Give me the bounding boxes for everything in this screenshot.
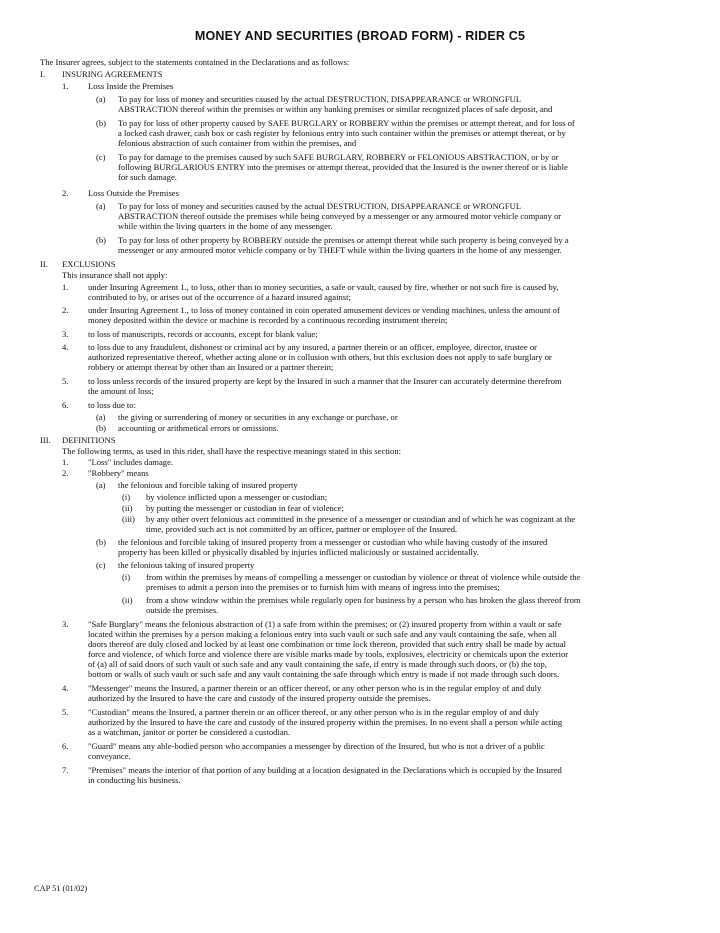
text-line: conveyance. — [88, 751, 131, 761]
item-number: 1. — [62, 282, 69, 292]
text-line: doors thereof are duly closed and locked by at least one combination or time lock thereon, provided that such entry shall be made by actual — [88, 639, 566, 649]
item-label: (b) — [96, 423, 107, 433]
item-heading: Loss Outside the Premises — [88, 188, 179, 198]
text-line: the felonious taking of insured property — [118, 560, 255, 570]
text-line: in conducting his business. — [88, 775, 181, 785]
text-line: "Safe Burglary" means the felonious abstraction of (1) a safe from within the premises; or (2) insured property from within a vault or safe — [88, 619, 562, 629]
text-line: money deposited within the device or machine is recorded by a continuous recording instrument therein; — [88, 315, 448, 325]
item-label: (b) — [96, 118, 107, 128]
item-number: 3. — [62, 619, 69, 629]
section-number: III. — [40, 435, 51, 445]
text-line: "Guard" means any able-bodied person who accompanies a messenger by direction of the Insured, but who is not a driver of a public — [88, 741, 545, 751]
item-label: (b) — [96, 235, 107, 245]
section-number: II. — [40, 259, 48, 269]
item-label: (ii) — [122, 503, 133, 513]
text-line: To pay for damage to the premises caused by such SAFE BURGLARY, ROBBERY or FELONIOUS ABSTRACTION, or by or — [118, 152, 559, 162]
text-line: the amount of loss; — [88, 386, 154, 396]
text-line: following BURGLARIOUS ENTRY into the premises or attempt thereat, provided that the Insured is the owner thereof or is liable — [118, 162, 568, 172]
text-line: by violence inflicted upon a messenger or custodian; — [146, 492, 328, 502]
text-line: to loss due to: — [88, 400, 136, 410]
text-line: from within the premises by means of compelling a messenger or custodian by violence or threat of violence while outside the — [146, 572, 581, 582]
text-line: robbery or attempt thereat by other than an Insured or a partner therein; — [88, 362, 334, 372]
section-heading: DEFINITIONS — [62, 435, 116, 445]
item-label: (b) — [96, 537, 107, 547]
item-number: 7. — [62, 765, 69, 775]
item-label: (i) — [122, 492, 131, 502]
text-line: To pay for loss of money and securities caused by the actual DESTRUCTION, DISAPPEARANCE or WRONGFUL — [118, 201, 522, 211]
text-line: under Insuring Agreement 1., to loss of money contained in coin operated amusement devices or vending machines, unless the amount of — [88, 305, 560, 315]
item-label: (iii) — [122, 514, 135, 524]
text-line: bottom or walls of such vault or such safe and any vault containing the safe through which entry is made if not made through such doors. — [88, 669, 560, 679]
section-heading: EXCLUSIONS — [62, 259, 116, 269]
item-label: (a) — [96, 201, 106, 211]
text-line: as a watchman, janitor or porter be considered a custodian. — [88, 727, 291, 737]
text-line: to loss unless records of the insured property are kept by the Insured in such a manner that the Insurer can accurately determine therefrom — [88, 376, 562, 386]
text-line: of (a) all of said doors of such vault or such safe and any vault containing the safe, if entry is made through such doors, or (b) the top, — [88, 659, 547, 669]
text-line: authorized by the Insured to have the care and custody of the insured property within the premises. In no event shall a person while acting — [88, 717, 563, 727]
text-line: for such damage. — [118, 172, 177, 182]
text-line: "Robbery" means — [88, 468, 149, 478]
form-code: CAP 51 (01/02) — [34, 884, 88, 893]
item-number: 2. — [62, 188, 69, 198]
item-label: (a) — [96, 412, 106, 422]
item-label: (a) — [96, 94, 106, 104]
text-line: felonious abstraction of such container from within the premises, and — [118, 138, 357, 148]
section-lead: This insurance shall not apply: — [62, 270, 168, 280]
document-title: MONEY AND SECURITIES (BROAD FORM) - RIDER C5 — [194, 29, 526, 43]
text-line: messenger or any armoured motor vehicle company or by THEFT while within the living quarters in the home of any messenger. — [118, 245, 562, 255]
text-line: outside the premises. — [146, 605, 219, 615]
text-line: property has been killed or physically disabled by injuries inflicted maliciously or sustained accidentally. — [118, 547, 479, 557]
item-number: 5. — [62, 707, 69, 717]
item-number: 1. — [62, 81, 69, 91]
text-line: ABSTRACTION thereof outside the premises while being conveyed by a messenger or any armoured motor vehicle company or — [118, 211, 562, 221]
text-line: from a show window within the premises while regularly open for business by a person who has broken the glass thereof from — [146, 595, 581, 605]
item-number: 1. — [62, 457, 69, 467]
item-number: 3. — [62, 329, 69, 339]
item-number: 4. — [62, 683, 69, 693]
text-line: ABSTRACTION thereof within the premises or within any banking premises or similar recognized places of safe deposit, and — [118, 104, 553, 114]
item-label: (c) — [96, 152, 106, 162]
item-number: 5. — [62, 376, 69, 386]
section-heading: INSURING AGREEMENTS — [62, 69, 163, 79]
text-line: by putting the messenger or custodian in fear of violence; — [146, 503, 344, 513]
text-line: located within the premises by a person making a felonious entry into such vault or such safe and any vault containing the safe, when all — [88, 629, 557, 639]
text-line: by any other overt felonious act committed in the presence of a messenger or custodian and of which he was cognizant at the — [146, 514, 576, 524]
item-label: (i) — [122, 572, 131, 582]
item-label: (ii) — [122, 595, 133, 605]
item-number: 2. — [62, 305, 69, 315]
text-line: To pay for loss of other property caused by SAFE BURGLARY or ROBBERY within the premises or attempt thereat, and for loss of — [118, 118, 575, 128]
text-line: under Insuring Agreement 1., to loss, other than to money securities, a safe or vault, caused by fire, whether or not such fire is caused by, — [88, 282, 559, 292]
text-line: a locked cash drawer, cash box or cash register by felonious entry into such container within the premises or attempt thereat, or by — [118, 128, 566, 138]
intro-text: The Insurer agrees, subject to the statements contained in the Declarations and as follows: — [40, 57, 350, 67]
text-line: premises to admit a person into the premises or to furnish him with means of ingress into the premises; — [146, 582, 500, 592]
item-number: 6. — [62, 741, 69, 751]
text-line: the felonious and forcible taking of insured property — [118, 480, 298, 490]
item-heading: Loss Inside the Premises — [88, 81, 174, 91]
text-line: time, provided such act is not committed by an officer, partner or employee of the Insured. — [146, 524, 458, 534]
text-line: "Custodian" means the Insured, a partner therein or an officer thereof, or any other person who is in the regular employ of and duly — [88, 707, 539, 717]
text-line: while within the living quarters in the home of any messenger. — [118, 221, 333, 231]
item-label: (c) — [96, 560, 106, 570]
item-number: 6. — [62, 400, 69, 410]
text-line: "Messenger" means the Insured, a partner therein or an officer thereof, or any other person who is in the regular employ of and duly — [88, 683, 542, 693]
text-line: To pay for loss of money and securities caused by the actual DESTRUCTION, DISAPPEARANCE or WRONGFUL — [118, 94, 522, 104]
text-line: the giving or surrendering of money or securities in any exchange or purchase, or — [118, 412, 398, 422]
section-lead: The following terms, as used in this rider, shall have the respective meanings stated in this section: — [62, 446, 402, 456]
item-number: 2. — [62, 468, 69, 478]
text-line: authorized by the Insured to have the care and custody of the insured property outside the premises. — [88, 693, 431, 703]
text-line: to loss due to any fraudulent, dishonest or criminal act by any insured, a partner therein or an officer, employee, director, trustee or — [88, 342, 537, 352]
text-line: force and violence, of which force and violence there are visible marks made by tools, explosives, electricity or chemicals upon the exterior — [88, 649, 569, 659]
text-line: accounting or arithmetical errors or omissions. — [118, 423, 279, 433]
text-line: To pay for loss of other property by ROBBERY outside the premises or attempt thereat while such property is being conveyed by a — [118, 235, 569, 245]
item-label: (a) — [96, 480, 106, 490]
text-line: authorized representative thereof, whether acting alone or in collusion with others, but this exclusion does not apply to safe burglary or — [88, 352, 552, 362]
text-line: to loss of manuscripts, records or accounts, except for blank value; — [88, 329, 318, 339]
text-line: the felonious and forcible taking of insured property from a messenger or custodian who while having custody of the insured — [118, 537, 548, 547]
item-number: 4. — [62, 342, 69, 352]
section-number: I. — [40, 69, 46, 79]
text-line: "Premises" means the interior of that portion of any building at a location designated in the Declarations which is occupied by the Insured — [88, 765, 562, 775]
text-line: contributed to by, or arises out of the occurrence of a hazard insured against; — [88, 292, 351, 302]
text-line: "Loss" includes damage. — [88, 457, 174, 467]
